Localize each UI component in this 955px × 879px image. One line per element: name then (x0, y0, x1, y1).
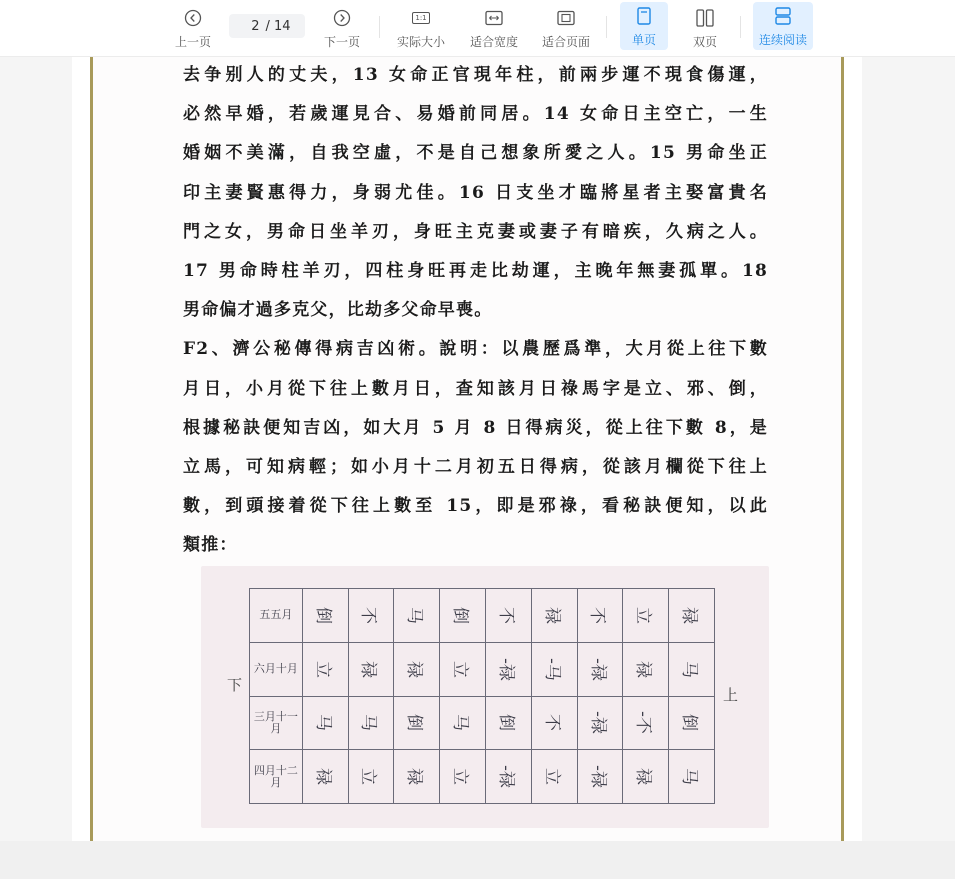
table-cell (440, 696, 486, 750)
table-cell (577, 589, 623, 643)
document-page (72, 56, 862, 841)
text-line: 數，到頭接着從下往上數至 15，即是邪祿，看秘訣便知，以此 (183, 496, 768, 517)
toolbar-divider (379, 16, 380, 38)
fit-width-label: 适合宽度 (469, 35, 518, 49)
table-cell (394, 642, 440, 696)
fit-width-button[interactable] (467, 4, 521, 50)
table-cell (485, 750, 531, 804)
text-line: 類推： (183, 535, 238, 556)
text-line: 門之女，男命日坐羊刃，身旺主克妻或妻子有暗疾，久病之人。 (183, 221, 768, 242)
table-cell (623, 750, 669, 804)
table-cell (531, 750, 577, 804)
prev-page-button[interactable] (172, 4, 214, 50)
table-cell-text: 马 (404, 606, 425, 624)
table-cell-text: 倒 (495, 714, 516, 732)
text-line: 立馬，可知病輕；如小月十二月初五日得病，從該月欄從下往上 (183, 456, 768, 477)
table-cell-text: -禄 (495, 765, 516, 788)
document-viewer[interactable] (0, 56, 955, 841)
table-cell-text: 倒 (450, 606, 470, 624)
single-page-button[interactable] (620, 2, 668, 50)
table-cell-text: 立 (450, 660, 470, 678)
table-cell (577, 696, 623, 750)
table-cell-text: 禄 (541, 606, 562, 624)
table-cell-text: 不 (587, 606, 608, 624)
text-line: 月日，小月從下往上數月日，查知該月日祿馬字是立、邪、倒， (183, 378, 768, 399)
actual-size-button[interactable] (395, 4, 447, 50)
table-cell (348, 589, 394, 643)
table-row-header: 六月十月 (250, 642, 303, 696)
table-row (250, 696, 715, 750)
text-line: 去争别人的丈夫，13 女命正官現年柱，前兩步運不現食傷運， (183, 65, 768, 85)
continuous-reading-icon (774, 5, 792, 27)
double-page-label: 双页 (692, 35, 717, 49)
table-cell-text: 倒 (312, 606, 333, 624)
table-cell (348, 642, 394, 696)
table-cell (531, 696, 577, 750)
table-cell-text: 马 (679, 768, 700, 786)
fit-page-label: 适合页面 (541, 35, 590, 49)
table-row-header: 四月十二月 (250, 750, 303, 804)
table-cell-text: 立 (358, 768, 379, 786)
table-cell-text: 马 (679, 660, 700, 678)
text-line: 印主妻賢惠得力，身弱尤佳。16 日支坐才臨將星者主娶富貴名 (183, 182, 768, 203)
table-cell-text: 倒 (404, 714, 425, 732)
table-cell (302, 696, 348, 750)
table-cell (531, 642, 577, 696)
table-cell (348, 750, 394, 804)
scanned-page-image (90, 56, 844, 841)
table-cell (485, 589, 531, 643)
double-page-button[interactable] (684, 4, 726, 50)
table-cell (669, 750, 715, 804)
continuous-reading-button[interactable] (753, 2, 813, 50)
table-cell (577, 642, 623, 696)
table-cell (440, 750, 486, 804)
actual-size-icon: 1:1 (412, 7, 429, 29)
text-line: 男命偏才過多克父，比劫多父命早喪。 (183, 300, 493, 321)
table-cell (623, 696, 669, 750)
table-cell (394, 589, 440, 643)
table-cell-text: 立 (541, 768, 562, 786)
actual-size-label: 实际大小 (396, 35, 445, 49)
toolbar-divider (606, 16, 607, 38)
table-cell-text: 不 (358, 606, 379, 624)
handwritten-table-image (201, 566, 769, 828)
table-cell-text: 禄 (404, 768, 425, 786)
table-cell-text: 禄 (358, 660, 379, 678)
table-cell (440, 642, 486, 696)
text-line: F2、濟公秘傳得病吉凶術。說明：以農歷爲準，大月從上往下數 (183, 339, 768, 360)
fit-page-button[interactable] (539, 4, 593, 50)
table-cell-text: 立 (450, 768, 470, 786)
table-cell-text: 禄 (679, 606, 700, 624)
table-cell-text: -禄 (495, 657, 516, 681)
table-cell (302, 589, 348, 643)
table-cell-text: 禄 (633, 660, 654, 678)
table-cell-text: -禄 (587, 711, 608, 735)
table-cell-text: 立 (633, 606, 654, 624)
table-cell-text: -禄 (587, 657, 608, 681)
table-cell-text: 禄 (312, 768, 333, 786)
table-cell-text: 不 (541, 714, 562, 732)
next-page-button[interactable] (321, 4, 363, 50)
table-row (250, 642, 715, 696)
table-cell-text: 禄 (404, 660, 425, 678)
table-row-header: 五五月 (250, 589, 303, 643)
table-cell (623, 642, 669, 696)
table-cell (669, 696, 715, 750)
table-cell-text: 立 (312, 660, 333, 678)
text-line: 婚姻不美滿，自我空虛，不是自己想象所愛之人。15 男命坐正 (183, 143, 768, 164)
table-cell-text: 不 (495, 606, 516, 624)
fit-page-icon (557, 7, 575, 29)
table-cell-text: 马 (358, 714, 379, 732)
double-page-icon (696, 7, 714, 29)
table-row (250, 750, 715, 804)
table-cell (669, 642, 715, 696)
table-cell-text: -不 (633, 711, 654, 735)
table-cell (577, 750, 623, 804)
table-cell (348, 696, 394, 750)
toolbar-divider (740, 16, 741, 38)
continuous-reading-label: 连续阅读 (758, 33, 807, 47)
text-line: 17 男命時柱羊刃，四柱身旺再走比劫運，主晚年無妻孤單。18 (183, 260, 768, 281)
table-cell (669, 589, 715, 643)
table-row (250, 589, 715, 643)
text-line: 必然早婚，若歲運見合、易婚前同居。14 女命日主空亡，一生 (183, 104, 768, 125)
table-cell-text: -禄 (587, 765, 608, 788)
table-cell-text: 禄 (633, 768, 654, 786)
next-page-label: 下一页 (323, 35, 360, 49)
table-row-header: 三月十一月 (250, 696, 303, 750)
table-cell-text: -马 (541, 657, 562, 681)
table-cell-text: 马 (312, 714, 333, 732)
table-cell-text: 马 (450, 714, 470, 732)
page-text (183, 56, 768, 565)
page-number-input[interactable] (243, 19, 259, 34)
table-side-top-mark: 上 (723, 686, 739, 704)
table-cell (485, 642, 531, 696)
table-cell (302, 750, 348, 804)
table-cell (302, 642, 348, 696)
table-side-bottom-mark: 下 (227, 676, 243, 694)
table-cell (440, 589, 486, 643)
table-cell (485, 696, 531, 750)
page-indicator (229, 14, 305, 38)
fit-width-icon (485, 7, 503, 29)
viewer-toolbar (0, 0, 955, 57)
single-page-label: 单页 (631, 33, 656, 47)
page-total: / 14 (265, 18, 291, 34)
text-line: 根據秘訣便知吉凶，如大月 5 月 8 日得病災，從上往下數 8，是 (183, 417, 768, 438)
prev-page-label: 上一页 (174, 35, 211, 49)
table-cell (394, 696, 440, 750)
table-cell-text: 倒 (679, 714, 700, 732)
chevron-left-circle-icon (184, 7, 202, 29)
table-cell (531, 589, 577, 643)
table-cell (394, 750, 440, 804)
chevron-right-circle-icon (333, 7, 351, 29)
single-page-icon (637, 5, 651, 27)
table-cell (623, 589, 669, 643)
handwritten-table (249, 588, 715, 804)
